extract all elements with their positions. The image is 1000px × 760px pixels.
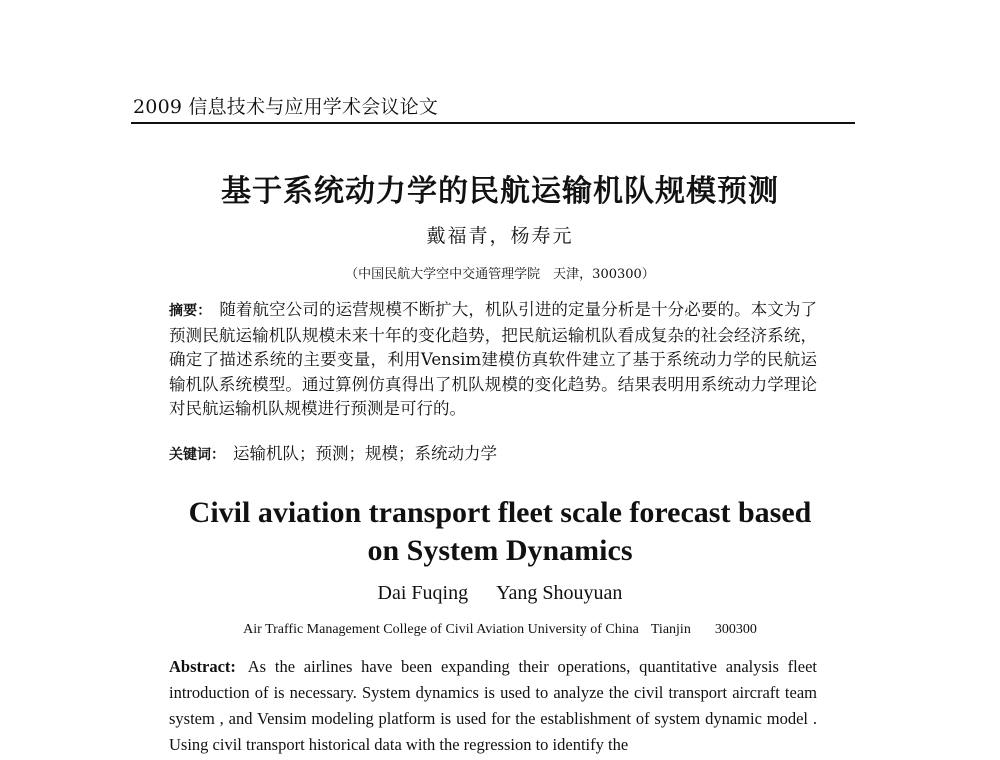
chinese-title: 基于系统动力学的民航运输机队规模预测: [221, 174, 779, 209]
chinese-keywords-label: 关键词：: [169, 447, 225, 463]
english-affiliation-code: 300300: [714, 622, 757, 637]
english-author-1: Dai Fuqing: [377, 582, 469, 604]
chinese-affiliation: （中国民航大学空中交通管理学院 天津，300300）: [345, 267, 655, 282]
english-title-line-2: on System Dynamics: [367, 534, 633, 567]
header-rule: [131, 122, 855, 124]
english-title: [0, 494, 1000, 570]
english-affiliation: [0, 622, 1000, 638]
english-title-line-1: Civil aviation transport fleet scale forecast based: [188, 496, 812, 529]
english-abstract-text: As the airlines have been expanding their operations, quantitative analysis fleet introduction of is necessary. System dynamics is used to analyze the civil transport aircraft team system , and Vensim modeling platform is used for the establishment of system dynamic model . Using civil transport historical data with the regression to identify the: [169, 657, 817, 754]
english-author-2: Yang Shouyuan: [496, 582, 623, 604]
english-affiliation-city: Tianjin: [650, 622, 691, 637]
english-abstract-label: Abstract:: [169, 657, 236, 676]
chinese-keywords: [169, 440, 817, 464]
english-affiliation-org: Air Traffic Management College of Civil Aviation University of China: [243, 622, 639, 637]
chinese-keywords-text: 运输机队；预测；规模；系统动力学: [233, 444, 497, 463]
running-header: 2009 信息技术与应用学术会议论文: [133, 96, 438, 118]
chinese-abstract-label: 摘要：: [169, 303, 212, 319]
chinese-abstract-text: 随着航空公司的运营规模不断扩大，机队引进的定量分析是十分必要的。本文为了预测民航运输机队规模未来十年的变化趋势，把民航运输机队看成复杂的社会经济系统，确定了描述系统的主要变量，利用Vensim建模仿真软件建立了基于系统动力学的民航运输机队系统模型。通过算例仿真得出了机队规模的变化趋势。结果表明用系统动力学理论对民航运输机队规模进行预测是可行的。: [169, 300, 818, 418]
english-abstract: [169, 654, 817, 758]
english-authors: [0, 582, 1000, 605]
chinese-authors: 戴福青，杨寿元: [426, 225, 574, 247]
chinese-abstract: [169, 298, 817, 422]
